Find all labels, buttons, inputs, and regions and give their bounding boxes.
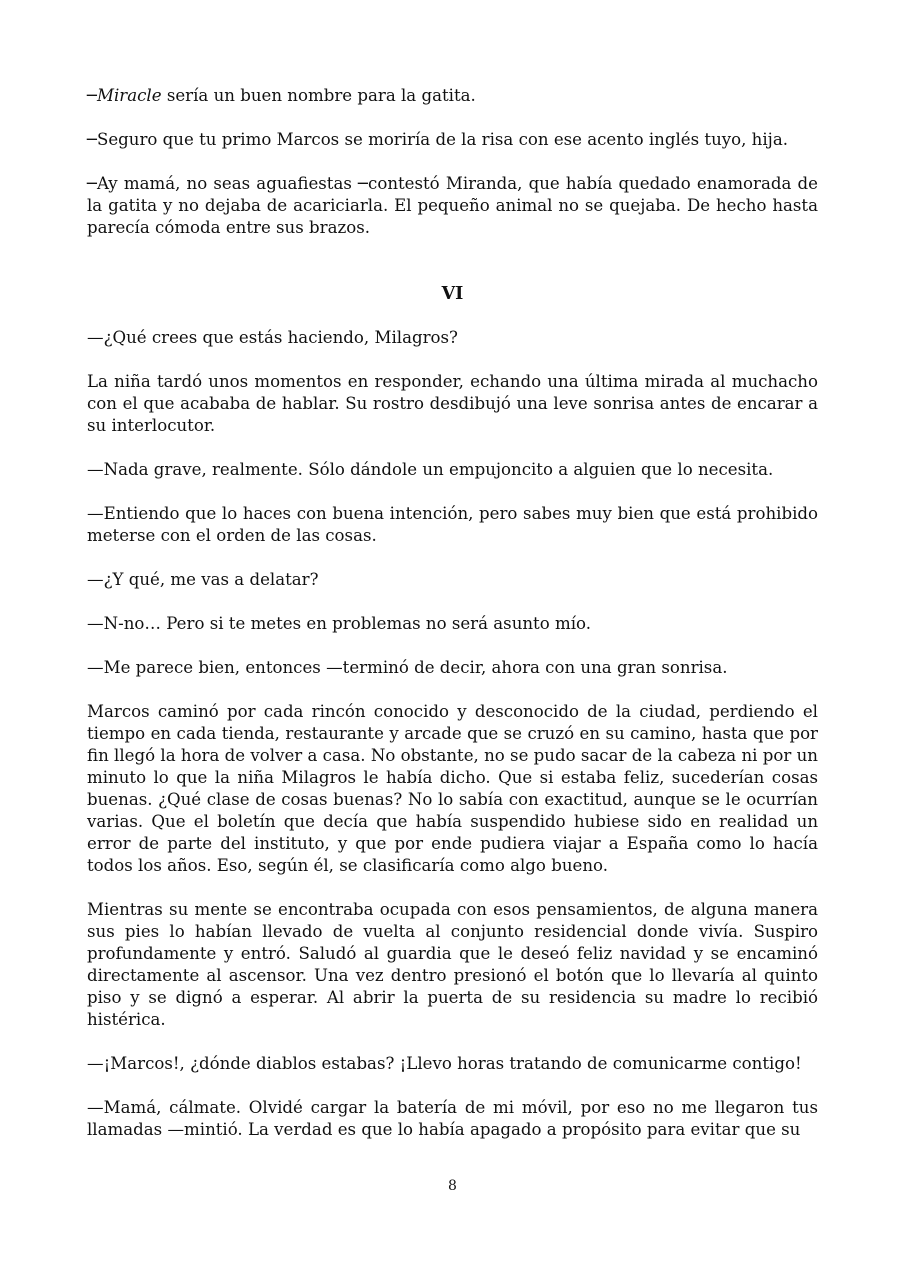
paragraph: ─Seguro que tu primo Marcos se moriría de la risa con ese acento inglés tuyo, hija. — [87, 130, 788, 149]
paragraph: —N-no… Pero si te metes en problemas no será asunto mío. — [87, 614, 592, 633]
section-heading: VI — [441, 284, 464, 304]
document-page — [87, 85, 818, 1163]
paragraph: —¡Marcos!, ¿dónde diablos estabas? ¡Llevo horas tratando de comunicarme contigo! — [87, 1054, 802, 1073]
paragraph — [87, 85, 818, 107]
paragraph: Marcos caminó por cada rincón conocido y desconocido de la ciudad, perdiendo el tiempo en cada tienda, restaurante y arcade que se cruzó en su camino, hasta que por fin llegó la hora de volver a casa. No obstante, no se pudo sacar de la cabeza ni por un minuto lo que la niña Milagros le había dicho. Que si estaba feliz, sucederían cosas buenas. ¿Qué clase de cosas buenas? No lo sabía con exactitud, aunque se le ocurrían varias. Que el boletín que decía que había suspendido hubiese sido en realidad un error de parte del instituto, y que por ende pudiera viajar a España como lo hacía todos los años. Eso, según él, se clasificaría como algo bueno. — [87, 702, 818, 875]
paragraph: —Nada grave, realmente. Sólo dándole un empujoncito a alguien que lo necesita. — [87, 460, 774, 479]
paragraph: Mientras su mente se encontraba ocupada con esos pensamientos, de alguna manera sus pies lo habían llevado de vuelta al conjunto residencial donde vivía. Suspiro profundamente y entró. Saludó al guardia que le deseó feliz navidad y se encaminó directamente al ascensor. Una vez dentro presionó el botón que lo llevaría al quinto piso y se dignó a esperar. Al abrir la puerta de su residencia su madre lo recibió histérica. — [87, 900, 818, 1029]
paragraph: ─Ay mamá, no seas aguafiestas ─contestó Miranda, que había quedado enamorada de la gatita y no dejaba de acariciarla. El pequeño animal no se quejaba. De hecho hasta parecía cómoda entre sus brazos. — [87, 174, 818, 237]
paragraph: —¿Y qué, me vas a delatar? — [87, 570, 319, 589]
dash-text: ─ — [87, 86, 97, 105]
paragraph-text: sería un buen nombre para la gatita. — [161, 86, 476, 105]
paragraph: —Me parece bien, entonces —terminó de decir, ahora con una gran sonrisa. — [87, 658, 728, 677]
italic-word: Miracle — [97, 86, 162, 105]
paragraph: La niña tardó unos momentos en responder, echando una última mirada al muchacho con el que acababa de hablar. Su rostro desdibujó una leve sonrisa antes de encarar a su interlocutor. — [87, 372, 818, 435]
paragraph: —¿Qué crees que estás haciendo, Milagros? — [87, 328, 458, 347]
paragraph: —Mamá, cálmate. Olvidé cargar la batería de mi móvil, por eso no me llegaron tus llamadas —mintió. La verdad es que lo había apagado a propósito para evitar que su — [87, 1098, 818, 1139]
page-number: 8 — [448, 1178, 457, 1194]
paragraph: —Entiendo que lo haces con buena intención, pero sabes muy bien que está prohibido meterse con el orden de las cosas. — [87, 504, 818, 545]
